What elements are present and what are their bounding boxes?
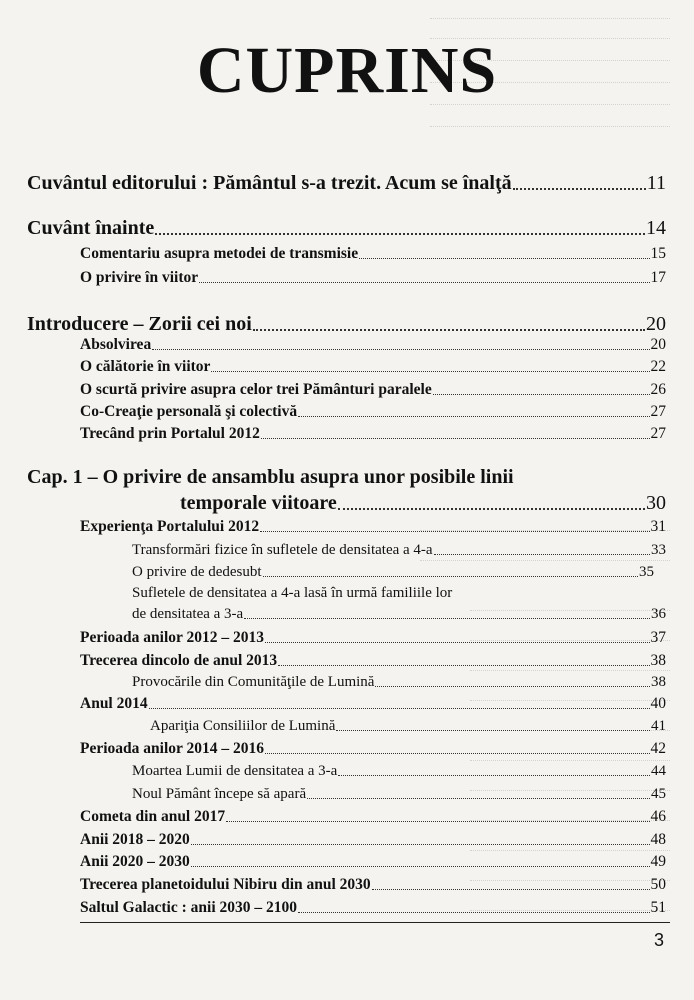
toc-entry-page: 17 xyxy=(650,269,666,286)
toc-leader-dots xyxy=(191,844,650,845)
toc-leader-dots xyxy=(372,889,650,890)
toc-entry xyxy=(80,381,666,399)
toc-entry-title: Co-Creaţie personală şi colectivă xyxy=(80,403,298,420)
toc-entry-title: Trecerea planetoidului Nibiru din anul 2030 xyxy=(80,876,371,893)
toc-entry xyxy=(132,606,666,623)
toc-entry xyxy=(132,763,666,780)
toc-leader-dots xyxy=(226,821,649,822)
page-title: CUPRINS xyxy=(196,34,498,107)
toc-entry-line1: Sufletele de densitatea a 4-a lasă în urmă familiile lor xyxy=(132,585,453,601)
toc-entry-page: 41 xyxy=(651,718,666,734)
toc-leader-dots xyxy=(513,188,646,190)
toc-entry-title: Trecând prin Portalul 2012 xyxy=(80,425,260,442)
toc-leader-dots xyxy=(191,866,650,867)
toc-chapter-heading-line1: Cap. 1 – O privire de ansamblu asupra unor posibile linii xyxy=(27,466,514,488)
toc-entry xyxy=(132,564,654,581)
toc-leader-dots xyxy=(149,708,650,709)
toc-entry-title: Saltul Galactic : anii 2030 – 2100 xyxy=(80,899,297,916)
toc-leader-dots xyxy=(260,531,649,532)
toc-entry xyxy=(80,518,666,536)
toc-entry xyxy=(27,217,666,240)
toc-entry-page: 50 xyxy=(650,876,666,893)
page-number: 3 xyxy=(653,930,664,950)
toc-entry-page: 27 xyxy=(650,403,666,420)
toc-entry xyxy=(80,403,666,421)
toc-entry-title: temporale viitoare xyxy=(180,492,337,514)
toc-entry-page: 42 xyxy=(650,740,666,757)
toc-entry-page: 45 xyxy=(651,786,666,802)
toc-entry-title: Apariţia Consiliilor de Lumină xyxy=(150,718,336,734)
toc-entry-page: 20 xyxy=(646,313,666,335)
toc-leader-dots xyxy=(263,576,638,577)
toc-entry xyxy=(27,172,666,195)
toc-entry-page: 49 xyxy=(650,853,666,870)
toc-leader-dots xyxy=(244,618,650,619)
toc-entry-page: 37 xyxy=(650,629,666,646)
toc-leader-dots xyxy=(278,665,649,666)
toc-entry-page: 35 xyxy=(639,564,654,580)
toc-entry-page: 11 xyxy=(646,172,666,194)
toc-entry xyxy=(132,786,666,803)
toc-entry-page: 38 xyxy=(651,674,666,690)
toc-entry-page: 31 xyxy=(650,518,666,535)
toc-entry-title: de densitatea a 3-a xyxy=(132,606,244,622)
toc-leader-dots xyxy=(336,730,650,731)
toc-leader-dots xyxy=(434,554,650,555)
toc-entry-page: 27 xyxy=(650,425,666,442)
toc-leader-dots xyxy=(199,282,649,283)
toc-entry xyxy=(132,542,666,559)
toc-entry-page: 40 xyxy=(650,695,666,712)
toc-leader-dots xyxy=(298,416,649,417)
toc-entry xyxy=(80,740,666,758)
toc-entry-title: O scurtă privire asupra celor trei Pământuri paralele xyxy=(80,381,432,398)
toc-entry-title: Anii 2020 – 2030 xyxy=(80,853,190,870)
toc-entry-page: 20 xyxy=(650,336,666,353)
toc-entry-title: Comentariu asupra metodei de transmisie xyxy=(80,245,359,262)
toc-entry-title: Introducere – Zorii cei noi xyxy=(27,313,252,335)
toc-leader-dots xyxy=(152,349,649,350)
toc-entry-title: Trecerea dincolo de anul 2013 xyxy=(80,652,278,669)
toc-entry-title: Cuvânt înainte xyxy=(27,217,155,239)
toc-entry-title: O privire în viitor xyxy=(80,269,199,286)
toc-entry-title: Perioada anilor 2012 – 2013 xyxy=(80,629,264,646)
toc-entry xyxy=(27,313,666,336)
toc-entry-page: 44 xyxy=(651,763,666,779)
toc-leader-dots xyxy=(307,798,650,799)
toc-entry-title: Perioada anilor 2014 – 2016 xyxy=(80,740,264,757)
toc-entry-title: Moartea Lumii de densitatea a 3-a xyxy=(132,763,338,779)
toc-leader-dots xyxy=(211,371,649,372)
toc-leader-dots xyxy=(298,912,650,913)
toc-entry-page: 48 xyxy=(650,831,666,848)
toc-leader-dots xyxy=(433,394,650,395)
toc-entry xyxy=(80,876,666,894)
toc-entry-title: Transformări fizice în sufletele de densitatea a 4-a xyxy=(132,542,433,558)
toc-leader-dots xyxy=(375,686,650,687)
toc-entry-page: 15 xyxy=(650,245,666,262)
toc-leader-dots xyxy=(338,775,650,776)
toc-leader-dots xyxy=(253,329,645,331)
toc-entry-title: O privire de dedesubt xyxy=(132,564,262,580)
toc-entry-title: Cuvântul editorului : Pământul s-a trezit. Acum se înalţă xyxy=(27,172,512,194)
toc-entry-title: Cometa din anul 2017 xyxy=(80,808,226,825)
toc-entry-title: O călătorie în viitor xyxy=(80,358,211,375)
toc-entry xyxy=(150,718,666,735)
toc-leader-dots xyxy=(155,233,645,235)
toc-entry-page: 22 xyxy=(650,358,666,375)
toc-entry xyxy=(80,652,666,670)
toc-entry-page: 51 xyxy=(650,899,666,916)
toc-entry xyxy=(80,695,666,713)
toc-entry-page: 30 xyxy=(646,492,666,514)
toc-entry-title: Absolvirea xyxy=(80,336,152,353)
toc-entry-title: Anul 2014 xyxy=(80,695,148,712)
toc-entry-page: 33 xyxy=(651,542,666,558)
toc-entry xyxy=(80,629,666,647)
toc-entry xyxy=(80,899,666,917)
toc-entry xyxy=(80,853,666,871)
toc-entry-title: Provocările din Comunităţile de Lumină xyxy=(132,674,375,690)
toc-entry xyxy=(180,492,666,515)
toc-entry xyxy=(80,336,666,354)
toc-entry xyxy=(80,245,666,263)
toc-entry-page: 36 xyxy=(651,606,666,622)
toc-leader-dots xyxy=(265,642,650,643)
toc-leader-dots xyxy=(265,753,650,754)
toc-entry-title: Anii 2018 – 2020 xyxy=(80,831,190,848)
toc-entry-title: Experienţa Portalului 2012 xyxy=(80,518,260,535)
toc-entry-page: 14 xyxy=(646,217,666,239)
toc-entry xyxy=(80,269,666,287)
toc-entry-page: 38 xyxy=(650,652,666,669)
toc-entry xyxy=(80,358,666,376)
toc-entry xyxy=(80,808,666,826)
toc-leader-dots xyxy=(261,438,650,439)
toc-leader-dots xyxy=(359,258,649,259)
toc-entry-page: 46 xyxy=(650,808,666,825)
toc-entry-title: Noul Pământ începe să apară xyxy=(132,786,307,802)
toc-leader-dots xyxy=(338,508,645,510)
toc-entry xyxy=(132,674,666,691)
toc-entry-page: 26 xyxy=(650,381,666,398)
toc-entry xyxy=(80,831,666,849)
bottom-rule xyxy=(80,922,670,923)
toc-entry xyxy=(80,425,666,443)
